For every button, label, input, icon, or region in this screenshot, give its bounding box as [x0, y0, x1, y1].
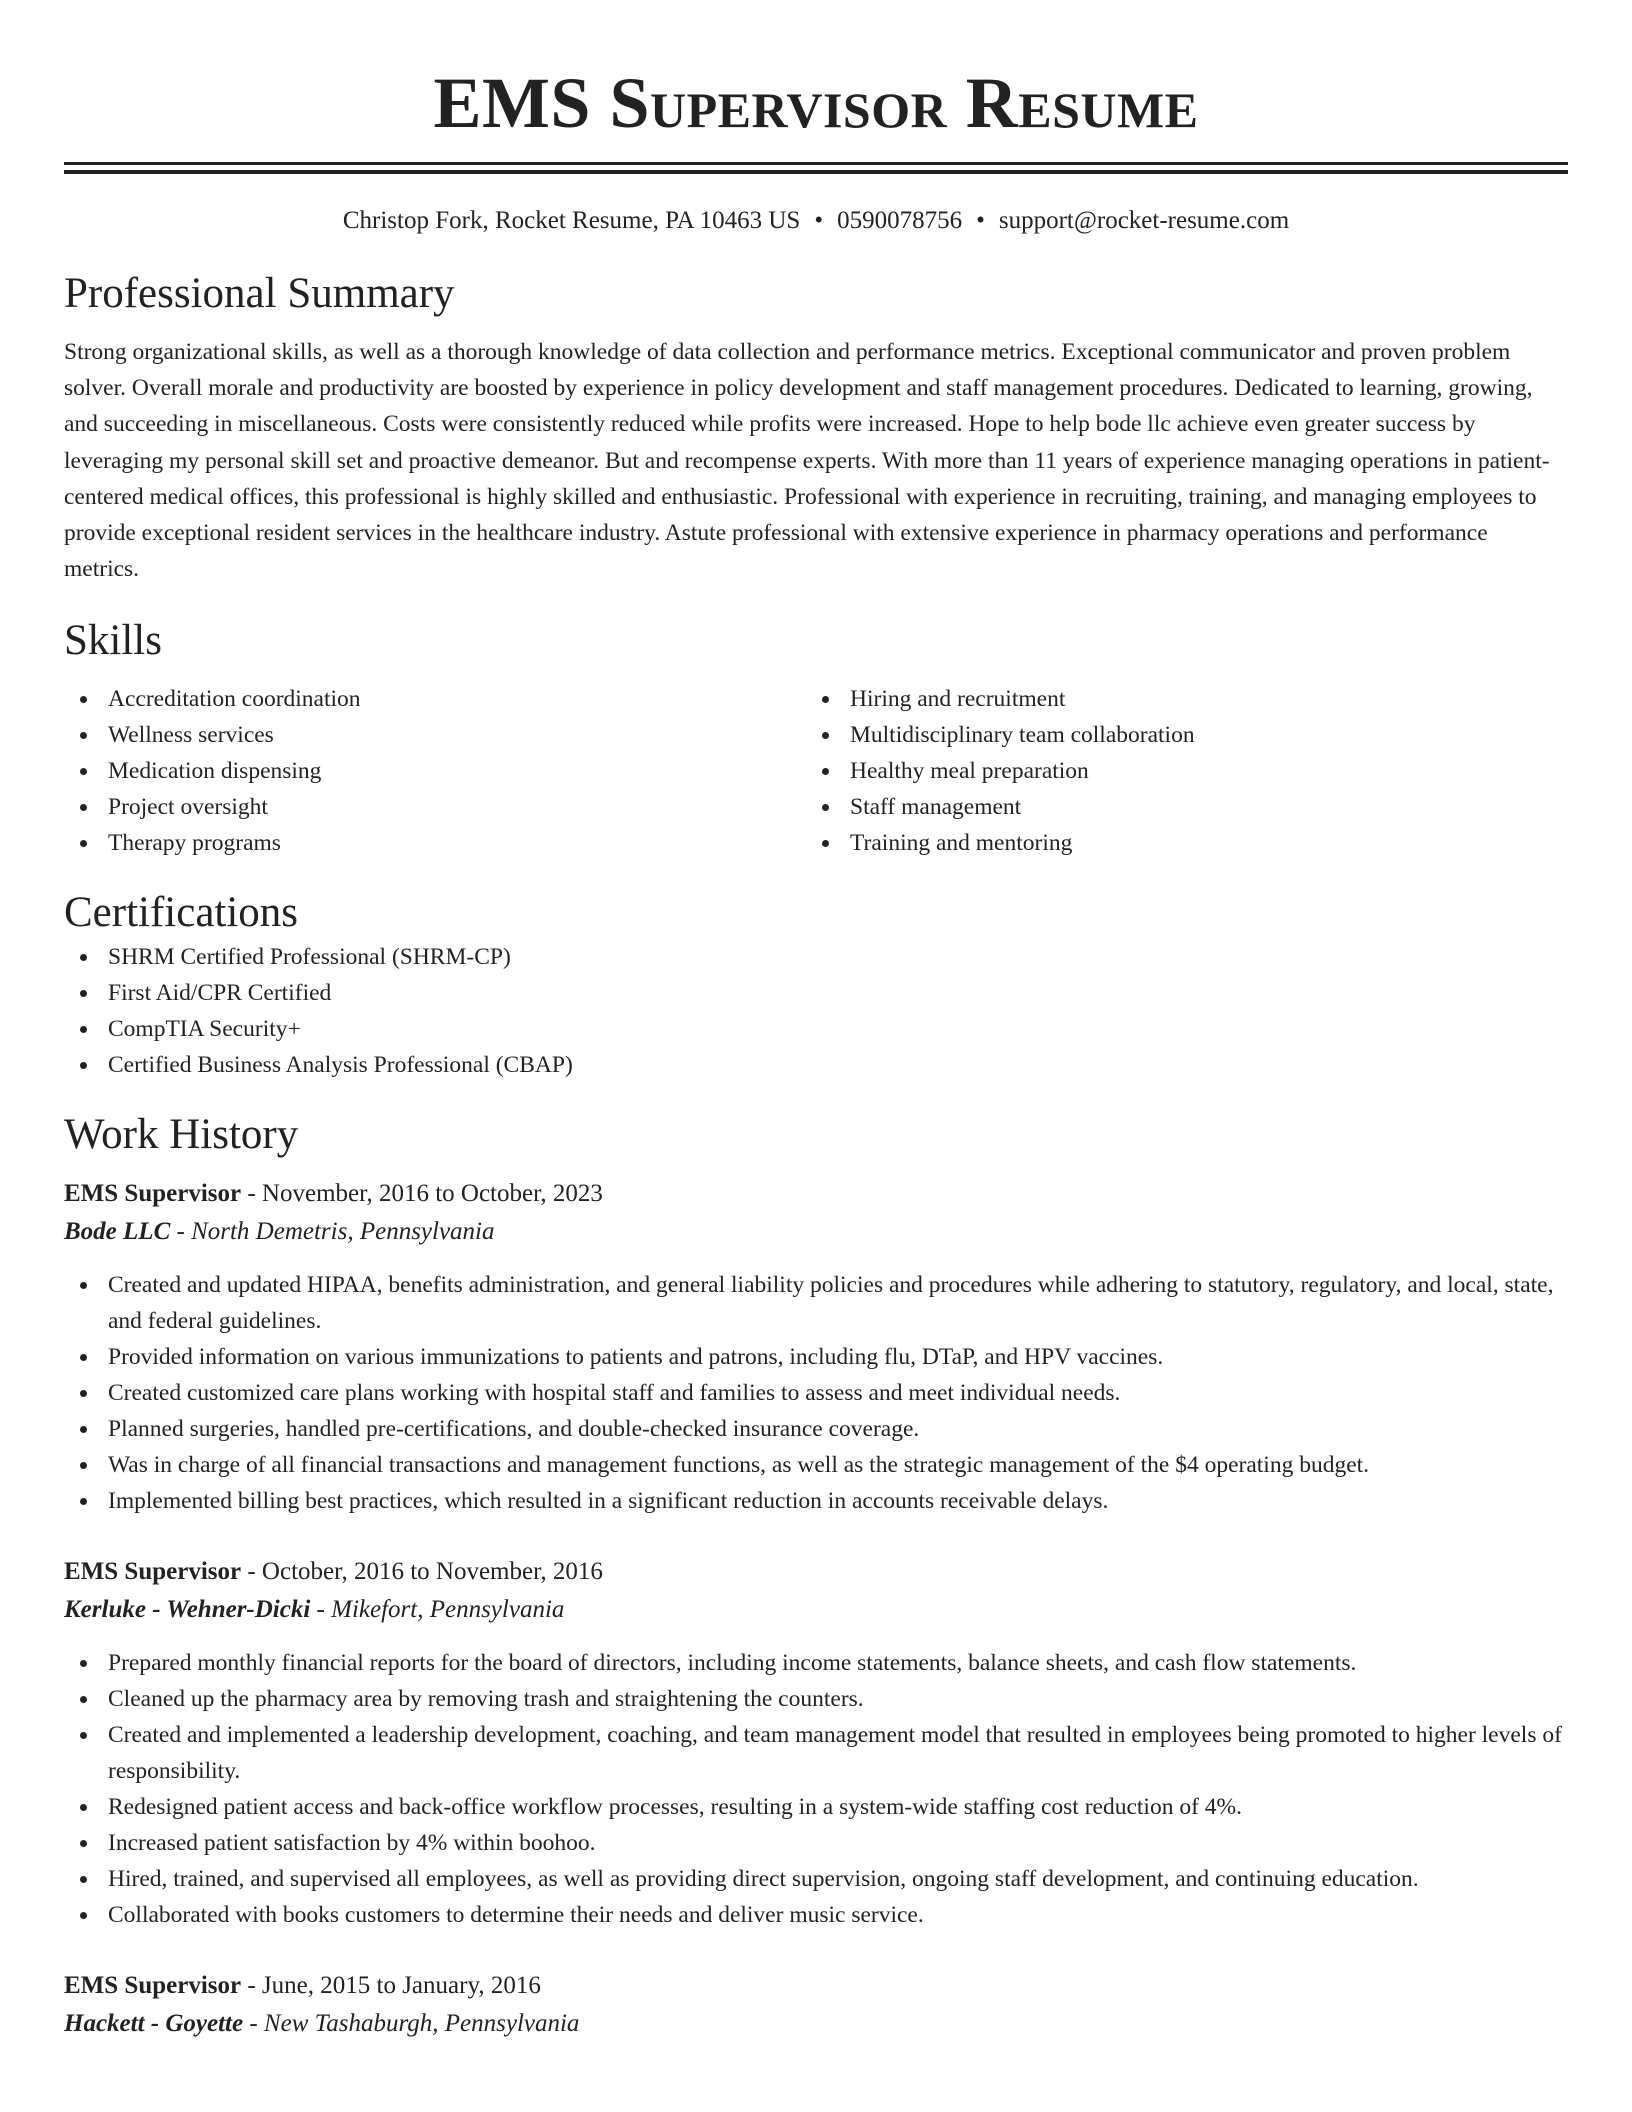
title-divider — [64, 162, 1568, 174]
certification-item: First Aid/CPR Certified — [64, 975, 1568, 1011]
job-title: EMS Supervisor — [64, 1558, 242, 1586]
job-company-line — [64, 2005, 1568, 2043]
work-history-section — [64, 1109, 1568, 2043]
job-bullet: Prepared monthly financial reports for the board of directors, including income statements, balance sheets, and cash flow statements. — [64, 1645, 1568, 1681]
skill-item: Healthy meal preparation — [806, 753, 1548, 789]
contact-phone: 0590078756 — [837, 207, 963, 234]
skill-item: Wellness services — [64, 717, 806, 753]
skill-item: Staff management — [806, 789, 1548, 825]
certification-item: SHRM Certified Professional (SHRM-CP) — [64, 939, 1568, 975]
job-title-line — [64, 1175, 1568, 1213]
summary-heading: Professional Summary — [64, 270, 455, 317]
job-title: EMS Supervisor — [64, 1972, 242, 2000]
job-bullet: Created customized care plans working with hospital staff and families to assess and meet individual needs. — [64, 1375, 1568, 1411]
skill-item: Training and mentoring — [806, 825, 1548, 861]
contact-separator: • — [814, 207, 824, 234]
job-company-line — [64, 1213, 1568, 1251]
job-bullet: Planned surgeries, handled pre-certifications, and double-checked insurance coverage. — [64, 1411, 1568, 1447]
job-dates: - November, 2016 to October, 2023 — [241, 1180, 603, 1208]
contact-address: Christop Fork, Rocket Resume, PA 10463 US — [342, 207, 801, 234]
job-bullet: Created and implemented a leadership development, coaching, and team management model that resulted in employees being promoted to higher levels of responsibility. — [64, 1717, 1568, 1789]
job-bullet: Increased patient satisfaction by 4% within boohoo. — [64, 1825, 1568, 1861]
skills-right-list — [806, 681, 1548, 861]
skill-item: Medication dispensing — [64, 753, 806, 789]
job-bullet: Was in charge of all financial transactions and management functions, as well as the strategic management of the $4 operating budget. — [64, 1447, 1568, 1483]
job-company: Kerluke - Wehner-Dicki — [64, 1596, 311, 1624]
summary-text: Strong organizational skills, as well as a thorough knowledge of data collection and performance metrics. Exceptional communicator and proven problem solver. Overall morale and productivity are boosted by experience in policy development and staff management procedures. Dedicated to learning, growing, and succeeding in miscellaneous. Costs were consistently reduced while profits were increased. Hope to help bode llc achieve even greater success by leveraging my personal skill set and proactive demeanor. But and recompense experts. With more than 11 years of experience managing operations in patient-centered medical offices, this professional is highly skilled and enthusiastic. Professional with experience in recruiting, training, and managing employees to provide exceptional resident services in the healthcare industry. Astute professional with extensive experience in pharmacy operations and performance metrics. — [64, 339, 1550, 583]
job-bullet: Created and updated HIPAA, benefits administration, and general liability policies and procedures while adhering to statutory, regulatory, and local, state, and federal guidelines. — [64, 1267, 1568, 1339]
certifications-section — [64, 887, 1568, 1083]
job-bullet: Cleaned up the pharmacy area by removing trash and straightening the counters. — [64, 1681, 1568, 1717]
resume-title: EMS Supervisor Resume — [433, 63, 1199, 143]
job-company: Bode LLC — [64, 1218, 171, 1246]
job-location: - Mikefort, Pennsylvania — [310, 1596, 565, 1624]
skill-item: Accreditation coordination — [64, 681, 806, 717]
job-bullet: Implemented billing best practices, which resulted in a significant reduction in accounts receivable delays. — [64, 1483, 1568, 1519]
job-title-line — [64, 1967, 1568, 2005]
skills-grid — [64, 681, 1568, 861]
job-company-line — [64, 1591, 1568, 1629]
skills-section — [64, 615, 1568, 861]
job-title-line — [64, 1553, 1568, 1591]
work-history-heading: Work History — [64, 1111, 299, 1159]
summary-section — [64, 268, 1568, 587]
skill-item: Project oversight — [64, 789, 806, 825]
contact-line — [64, 204, 1568, 238]
certifications-heading: Certifications — [64, 889, 299, 937]
job-bullet: Redesigned patient access and back-office workflow processes, resulting in a system-wide staffing cost reduction of 4%. — [64, 1789, 1568, 1825]
job-location: - North Demetris, Pennsylvania — [170, 1218, 495, 1246]
resume-page — [64, 0, 1568, 2043]
certification-item: CompTIA Security+ — [64, 1011, 1568, 1047]
job-bullets — [64, 1267, 1568, 1519]
certification-item: Certified Business Analysis Professional (CBAP) — [64, 1047, 1568, 1083]
job-company: Hackett - Goyette — [64, 2010, 244, 2038]
job-bullets — [64, 1645, 1568, 1933]
job-dates: - October, 2016 to November, 2016 — [241, 1558, 603, 1586]
skill-item: Multidisciplinary team collaboration — [806, 717, 1548, 753]
job-bullet: Provided information on various immunizations to patients and patrons, including flu, DTaP, and HPV vaccines. — [64, 1339, 1568, 1375]
skills-heading: Skills — [64, 617, 162, 665]
job-bullet: Hired, trained, and supervised all employees, as well as providing direct supervision, ongoing staff development, and continuing education. — [64, 1861, 1568, 1897]
contact-email: support@rocket-resume.com — [998, 207, 1290, 234]
job-location: - New Tashaburgh, Pennsylvania — [243, 2010, 580, 2038]
contact-separator: • — [976, 207, 985, 234]
job-title: EMS Supervisor — [64, 1180, 242, 1208]
certifications-list — [64, 939, 1568, 1083]
skills-left-list — [64, 681, 806, 861]
job-bullet: Collaborated with books customers to determine their needs and deliver music service. — [64, 1897, 1568, 1933]
job-entry — [64, 1553, 1568, 1933]
job-entry — [64, 1175, 1568, 1519]
job-entry — [64, 1967, 1568, 2043]
skill-item: Hiring and recruitment — [806, 681, 1548, 717]
job-dates: - June, 2015 to January, 2016 — [241, 1972, 541, 2000]
skill-item: Therapy programs — [64, 825, 806, 861]
